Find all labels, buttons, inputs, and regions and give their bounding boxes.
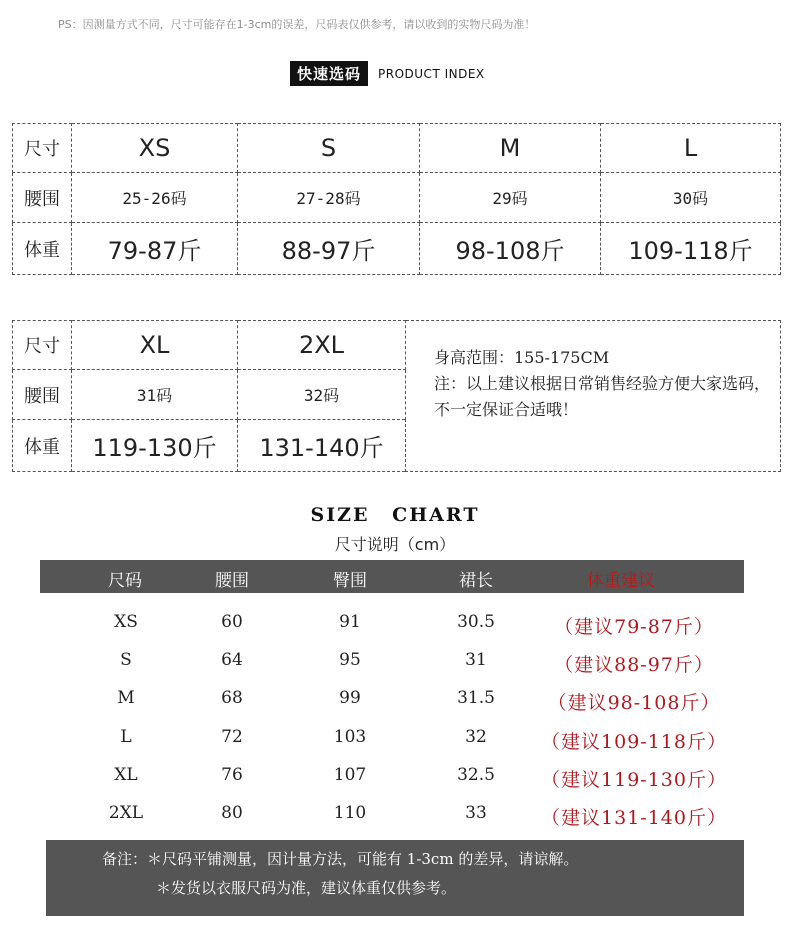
weight-label: 体重	[13, 420, 72, 472]
table-row	[0, 688, 790, 718]
quick-size-table-1	[12, 123, 781, 275]
size-cell: L	[601, 124, 781, 173]
size-label: 尺寸	[13, 321, 72, 370]
row-weight-advice: （建议79-87斤）	[554, 616, 714, 638]
row-size: XS	[114, 612, 138, 632]
advice-note: 注：以上建议根据日常销售经验方便大家选码，不一定保证合适哦！	[434, 374, 771, 419]
row-hip: 107	[333, 764, 367, 785]
table-row	[0, 803, 790, 833]
table-row	[0, 727, 790, 757]
row-waist: 80	[221, 803, 243, 823]
waist-label: 腰围	[13, 370, 72, 420]
waist-cell: 30码	[601, 173, 781, 223]
height-range-note: 身高范围：155-175CM	[434, 348, 610, 367]
table-row	[0, 612, 790, 642]
row-hip: 95	[339, 650, 361, 671]
footer-line-1: 备注：＊尺码平铺测量，因计量方法，可能有 1-3cm 的差异，请谅解。	[102, 850, 579, 868]
size-advice-note	[406, 321, 781, 472]
row-size: XL	[114, 764, 138, 785]
waist-label: 腰围	[13, 173, 72, 223]
header-size: 尺码	[108, 571, 142, 591]
weight-cell: 109-118斤	[601, 223, 781, 275]
size-chart-title: SIZE CHART	[310, 504, 480, 526]
row-waist: 68	[221, 688, 243, 709]
quick-size-table-2	[12, 320, 781, 472]
weight-cell: 79-87斤	[72, 223, 238, 275]
waist-cell: 27-28码	[238, 173, 420, 223]
size-cell: 2XL	[238, 321, 406, 370]
size-cell: M	[420, 124, 601, 173]
index-title-en: PRODUCT INDEX	[378, 66, 485, 81]
row-weight-advice: （建议131-140斤）	[541, 807, 727, 829]
row-size: M	[117, 688, 135, 709]
size-chart-subtitle: 尺寸说明（cm）	[334, 535, 456, 554]
weight-cell: 88-97斤	[238, 223, 420, 275]
product-index-title	[290, 61, 485, 86]
row-length: 31	[465, 650, 487, 671]
row-size: S	[120, 650, 132, 671]
footer-line-2: ＊发货以衣服尺码为准，建议体重仅供参考。	[156, 879, 457, 897]
size-cell: XL	[72, 321, 238, 370]
weight-cell: 119-130斤	[72, 420, 238, 472]
row-hip: 103	[333, 726, 367, 747]
row-weight-advice: （建议109-118斤）	[541, 730, 727, 753]
waist-cell: 32码	[238, 370, 406, 420]
row-weight-advice: （建议88-97斤）	[554, 654, 714, 677]
row-length: 32.5	[457, 764, 495, 785]
index-title-cn: 快速选码	[290, 61, 368, 86]
size-chart-header	[40, 560, 744, 593]
weight-cell: 98-108斤	[420, 223, 601, 275]
header-length: 裙长	[459, 571, 493, 591]
row-waist: 72	[221, 726, 243, 747]
row-weight-advice: （建议119-130斤）	[541, 768, 727, 791]
waist-cell: 29码	[420, 173, 601, 223]
row-length: 33	[465, 803, 487, 823]
row-length: 30.5	[457, 612, 495, 632]
footer-note	[46, 840, 744, 916]
size-cell: S	[238, 124, 420, 173]
size-cell: XS	[72, 124, 238, 173]
row-hip: 91	[339, 612, 361, 632]
row-hip: 99	[339, 688, 361, 709]
row-size: 2XL	[108, 803, 144, 823]
row-length: 31.5	[457, 688, 495, 709]
weight-label: 体重	[13, 223, 72, 275]
ps-note: PS：因测量方式不同，尺寸可能存在1-3cm的误差，尺码表仅供参考，请以收到的实物尺码为准！	[58, 18, 536, 31]
row-weight-advice: （建议98-108斤）	[547, 692, 721, 715]
table-row	[0, 765, 790, 795]
size-label: 尺寸	[13, 124, 72, 173]
row-length: 32	[465, 726, 487, 747]
waist-cell: 25-26码	[72, 173, 238, 223]
row-size: L	[120, 726, 132, 747]
row-waist: 60	[221, 612, 243, 632]
header-waist: 腰围	[215, 571, 249, 591]
row-waist: 64	[221, 650, 243, 671]
row-waist: 76	[221, 764, 243, 785]
weight-cell: 131-140斤	[238, 420, 406, 472]
waist-cell: 31码	[72, 370, 238, 420]
header-hip: 臀围	[333, 571, 367, 591]
header-weight-advice: 体重建议	[587, 571, 655, 591]
row-hip: 110	[333, 803, 367, 823]
table-row	[0, 650, 790, 680]
